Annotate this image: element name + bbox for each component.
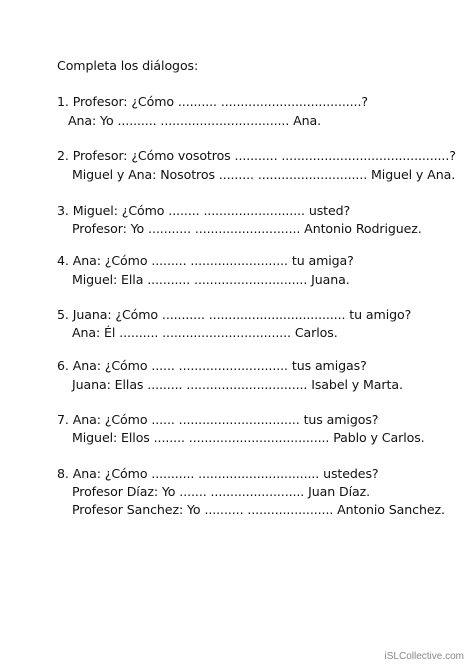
dialogue-2-answer: Miguel y Ana: Nosotros ......... ............................ Miguel y Ana. <box>72 167 456 182</box>
dialogue-8-answer-1: Profesor Díaz: Yo ....... ........................ Juan Díaz. <box>72 484 371 499</box>
dialogue-6-answer: Juana: Ellas ......... ............................... Isabel y Marta. <box>72 377 403 392</box>
dialogue-7-question: 7. Ana: ¿Cómo ...... ............................... tus amigos? <box>57 412 379 427</box>
dialogue-5-question: 5. Juana: ¿Cómo ........... ................................... tu amigo? <box>57 307 412 322</box>
dialogue-6-question: 6. Ana: ¿Cómo ...... ............................ tus amigas? <box>57 358 367 373</box>
instructions-heading: Completa los diálogos: <box>57 58 199 73</box>
dialogue-8-answer-2: Profesor Sanchez: Yo .......... ...................... Antonio Sanchez. <box>72 502 445 517</box>
site-watermark: iSLCollective.com <box>384 651 464 662</box>
dialogue-4-answer: Miguel: Ella ........... ............................. Juana. <box>72 272 350 287</box>
dialogue-3-answer: Profesor: Yo ........... ........................... Antonio Rodriguez. <box>72 221 422 236</box>
dialogue-4-question: 4. Ana: ¿Cómo ......... ......................... tu amiga? <box>57 253 354 268</box>
dialogue-7-answer: Miguel: Ellos ........ .................................... Pablo y Carlos. <box>72 430 425 445</box>
dialogue-1-question: 1. Profesor: ¿Cómo .......... ....................................? <box>57 94 368 109</box>
dialogue-3-question: 3. Miguel: ¿Cómo ........ .......................... usted? <box>57 203 351 218</box>
dialogue-2-question: 2. Profesor: ¿Cómo vosotros ........... ...........................................? <box>57 148 456 163</box>
dialogue-8-question: 8. Ana: ¿Cómo ........... ............................... ustedes? <box>57 466 379 481</box>
dialogue-5-answer: Ana: Él .......... ................................. Carlos. <box>72 325 338 340</box>
dialogue-1-answer: Ana: Yo .......... ................................. Ana. <box>68 113 322 128</box>
